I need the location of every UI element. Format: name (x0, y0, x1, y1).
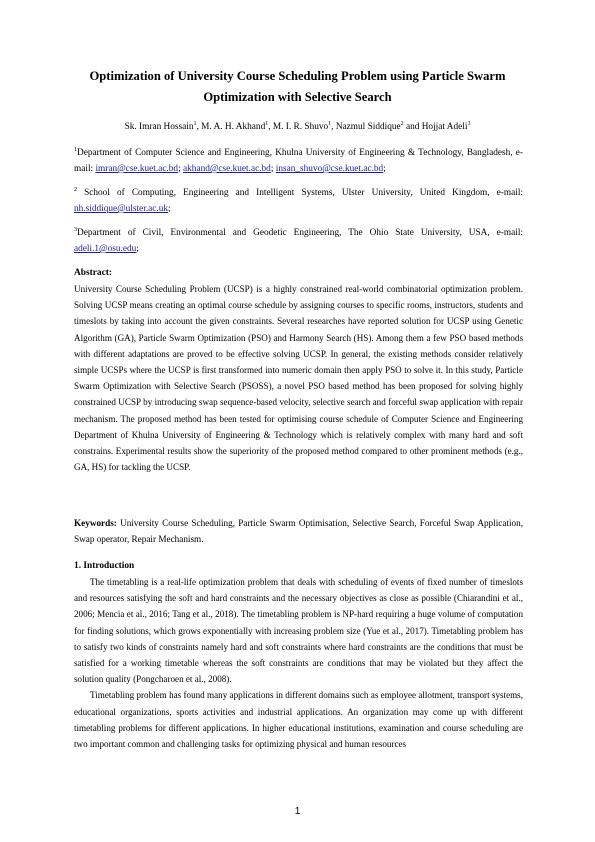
author-name: M. A. H. Akhand (201, 122, 266, 132)
author-name: Hojjat Adeli (421, 122, 468, 132)
author-list: Sk. Imran Hossain$^1$, M. A. H. Akhand$^1$, M. I. R. Shuvo$^1$, Nazmul Siddique$^2$ and Hojjat Adeli$^3$ (124, 120, 471, 132)
affiliation-text: School of Computing, Engineering and Intelligent Systems, Ulster University, United Kingdom, e-mail: (77, 188, 523, 198)
affiliation-mark: 2 (74, 186, 77, 193)
abstract-text: University Course Scheduling Problem (UCSP) is a highly constrained real-world combinatorial optimization problem. Solving UCSP means creating an optimal course schedule by assigning courses to specific rooms, instructors, students and timeslots by taking into account the given constraints. Several researches have reported solution for UCSP using Genetic Algorithm (GA), Particle Swarm Optimization (PSO) and Harmony Search (HS). Among them a few PSO based methods with different adaptations are proved to be effective solving UCSP. In general, the existing methods consider relatively simple UCSPs where the UCSP is first transformed into numeric domain then apply PSO to solve it. In this study, Particle Swarm Optimization with Selective Search (PSOSS), a novel PSO based method has been proposed for solving highly constrained UCSP by introducing swap sequence-based velocity, selective search and forceful swap application with repair mechanism. The proposed method has been tested for optimising course schedule of Computer Science and Engineering Department of Khulna University of Engineering & Technology which is relatively complex with many hard and soft constrains. Experimental results show the superiority of the proposed method compared to other prominent methods (e.g., GA, HS) for tackling the UCSP. (74, 284, 523, 473)
email-link[interactable]: akhand@cse.kuet.ac.bd (183, 164, 271, 174)
abstract-heading: Abstract: (74, 268, 113, 278)
paper-title: Optimization of University Course Scheduling Problem using Particle Swarm Optimization with Selective Search (89, 69, 506, 104)
author-affiliation-mark: 2 (400, 120, 404, 127)
email-link[interactable]: adeli.1@osu.edu (74, 244, 137, 254)
intro-paragraph-2: Timetabling problem has found many applications in different domains such as employee allotment, transport systems, educational organizations, sports activities and industrial applications. An organization may come up with different timetabling problems for different applications. In higher educational institutions, examination and course scheduling are two important common and challenging tasks for optimizing physical and human resources (74, 690, 523, 750)
author-name: M. I. R. Shuvo (272, 122, 329, 132)
keywords-label: Keywords: (74, 518, 117, 528)
abstract-section (74, 265, 523, 475)
email-link[interactable]: insan_shuvo@cse.kuet.ac.bd (275, 164, 384, 174)
affiliation-text: Department of Civil, Environmental and Geodetic Engineering, The Ohio State University, USA, e-mail: (77, 228, 523, 238)
email-link[interactable]: imran@cse.kuet.ac.bd (95, 164, 179, 174)
intro-paragraph-1: The timetabling is a real-life optimization problem that deals with scheduling of events of fixed number of timeslots and resources satisfying the soft and hard constraints and the necessary objectives as close as possible (Chiarandini et al., 2006; Mencia et al., 2016; Tang et al., 2018). The timetabling problem is NP-hard requiring a huge volume of computation for finding solutions, which grows exponentially with increasing problem size (Yue et al., 2017). Timetabling problem has to satisfy two kinds of constraints namely hard and soft constraints where hard constraints are the conditions that must be satisfied for a working timetable whereas the soft constraints are conditions that may be violated but they affect the solution quality (Pongcharoen et al., 2008). (74, 577, 523, 685)
section-heading-introduction: 1. Introduction (74, 561, 135, 571)
author-affiliation-mark: 3 (467, 120, 471, 127)
affiliation-3: $^3$Department of Civil, Environmental and Geodetic Engineering, The Ohio State University, USA, e-mail: adeli.1@osu.edu; (74, 226, 523, 254)
author-affiliation-mark: 1 (193, 120, 197, 127)
affiliations (74, 145, 523, 257)
keywords-line (74, 515, 523, 547)
keywords-text: University Course Scheduling, Particle Swarm Optimisation, Selective Search, Forceful Swap Application, Swap operator, Repair Mechanism. (74, 518, 523, 544)
email-link[interactable]: nh.siddique@ulster.ac.uk (74, 204, 169, 214)
author-affiliation-mark: 1 (265, 120, 269, 127)
author-name: Nazmul Siddique (335, 122, 401, 132)
affiliation-mark: 3 (74, 226, 77, 233)
page-number: 1 (294, 806, 301, 817)
affiliation-2: $^2$ School of Computing, Engineering and Intelligent Systems, Ulster University, United Kingdom, e-mail: nh.siddique@ulster.ac.uk; (74, 186, 523, 214)
author-affiliation-mark: 1 (328, 120, 332, 127)
affiliation-text: Department of Computer Science and Engineering, Khulna University of Engineering & Technology, Bangladesh, e-mail: (74, 148, 523, 174)
introduction-section (74, 558, 523, 752)
affiliation-1: $^1$Department of Computer Science and Engineering, Khulna University of Engineering & Technology, Bangladesh, e-mail: imran@cse.kuet.ac.bd; akhand@cse.kuet.ac.bd; insan_shuvo@cse.kuet.ac.bd; (74, 146, 523, 174)
keywords-section (74, 515, 523, 547)
affiliation-mark: 1 (74, 146, 77, 153)
author-name: Sk. Imran Hossain (124, 122, 194, 132)
